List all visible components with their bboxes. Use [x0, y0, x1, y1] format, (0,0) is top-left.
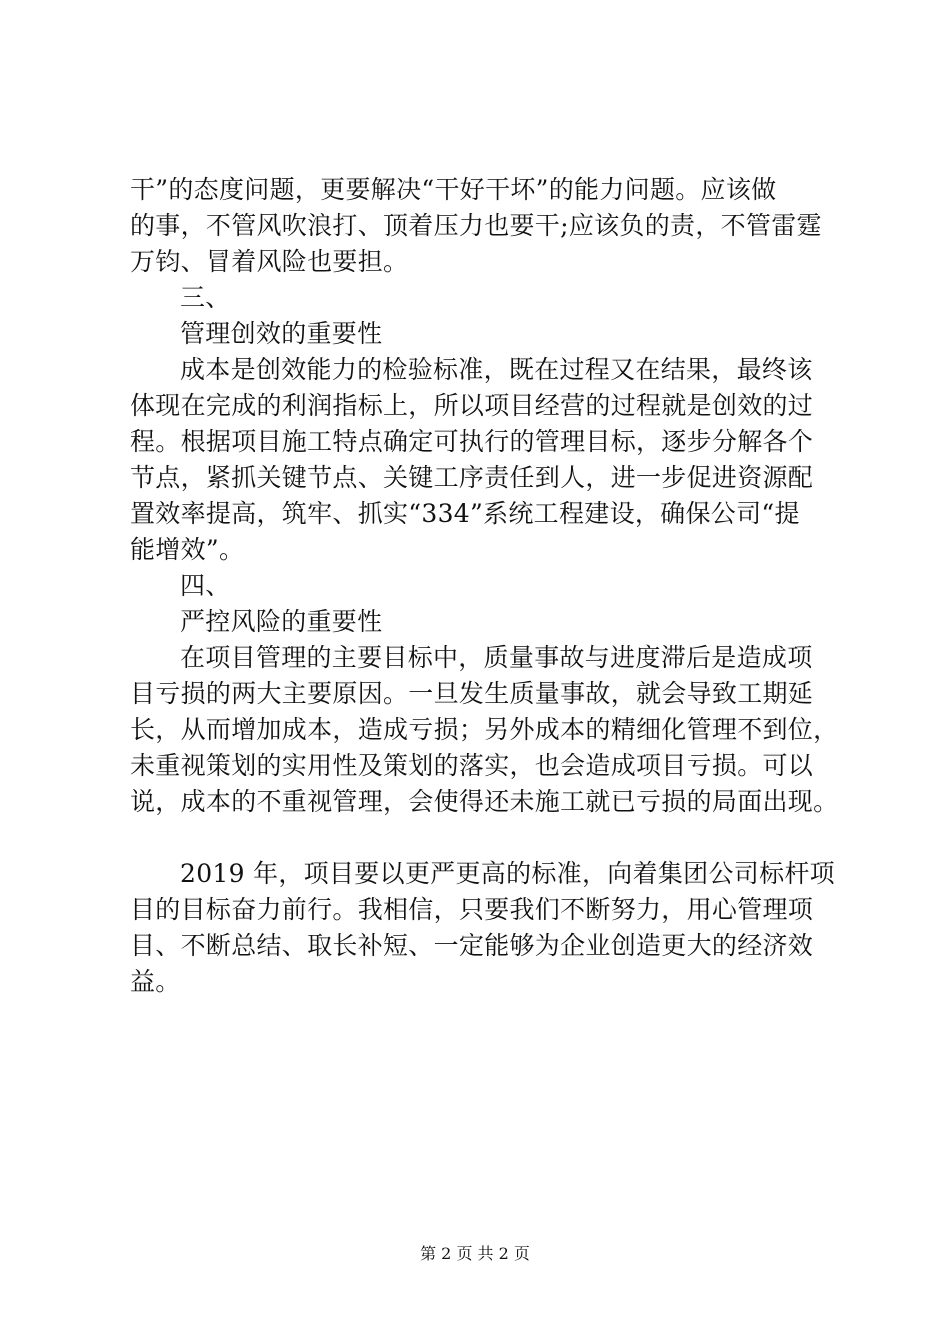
paragraph-risk	[130, 640, 839, 820]
paragraph-continued	[130, 172, 830, 280]
text-line: 万钧、冒着风险也要担。	[130, 247, 409, 276]
page-number-footer: 第 2 页 共 2 页	[420, 1244, 530, 1263]
text-line: 体现在完成的利润指标上，所以项目经营的过程就是创效的过	[130, 391, 814, 420]
text-line: 目、不断总结、取长补短、一定能够为企业创造更大的经济效	[130, 931, 814, 960]
text-line: 成本是创效能力的检验标准，既在过程又在结果，最终该	[180, 355, 813, 384]
paragraph-spacer	[130, 820, 830, 856]
text-line: 目亏损的两大主要原因。一旦发生质量事故，就会导致工期延	[130, 679, 814, 708]
section-heading: 管理创效的重要性	[180, 319, 383, 348]
section-number: 四、	[180, 571, 231, 600]
paragraph-cost	[130, 352, 830, 568]
text-line: 节点，紧抓关键节点、关键工序责任到人，进一步促进资源配	[130, 463, 814, 492]
text-line: 干”的态度问题，更要解决“干好干坏”的能力问题。应该做	[130, 175, 777, 204]
section-number: 三、	[180, 283, 231, 312]
text-line: 说，成本的不重视管理，会使得还未施工就已亏损的局面出现。	[130, 787, 839, 816]
text-line: 置效率提高，筑牢、抓实“334”系统工程建设，确保公司“提	[130, 499, 800, 528]
text-line: 的事，不管风吹浪打、顶着压力也要干;应该负的责，不管雷霆	[130, 211, 822, 240]
text-line: 2019 年，项目要以更严更高的标准，向着集团公司标杆项	[180, 859, 835, 888]
section-heading: 严控风险的重要性	[180, 607, 383, 636]
paragraph-conclusion	[130, 856, 835, 1000]
text-line: 益。	[130, 967, 181, 996]
text-line: 未重视策划的实用性及策划的落实，也会造成项目亏损。可以	[130, 751, 814, 780]
text-line: 能增效”。	[130, 535, 245, 564]
text-line: 程。根据项目施工特点确定可执行的管理目标，逐步分解各个	[130, 427, 814, 456]
text-line: 在项目管理的主要目标中，质量事故与进度滞后是造成项	[180, 643, 813, 672]
text-line: 目的目标奋力前行。我相信，只要我们不断努力，用心管理项	[130, 895, 814, 924]
document-body	[130, 172, 839, 1000]
text-line: 长，从而增加成本，造成亏损；另外成本的精细化管理不到位，	[130, 715, 839, 744]
